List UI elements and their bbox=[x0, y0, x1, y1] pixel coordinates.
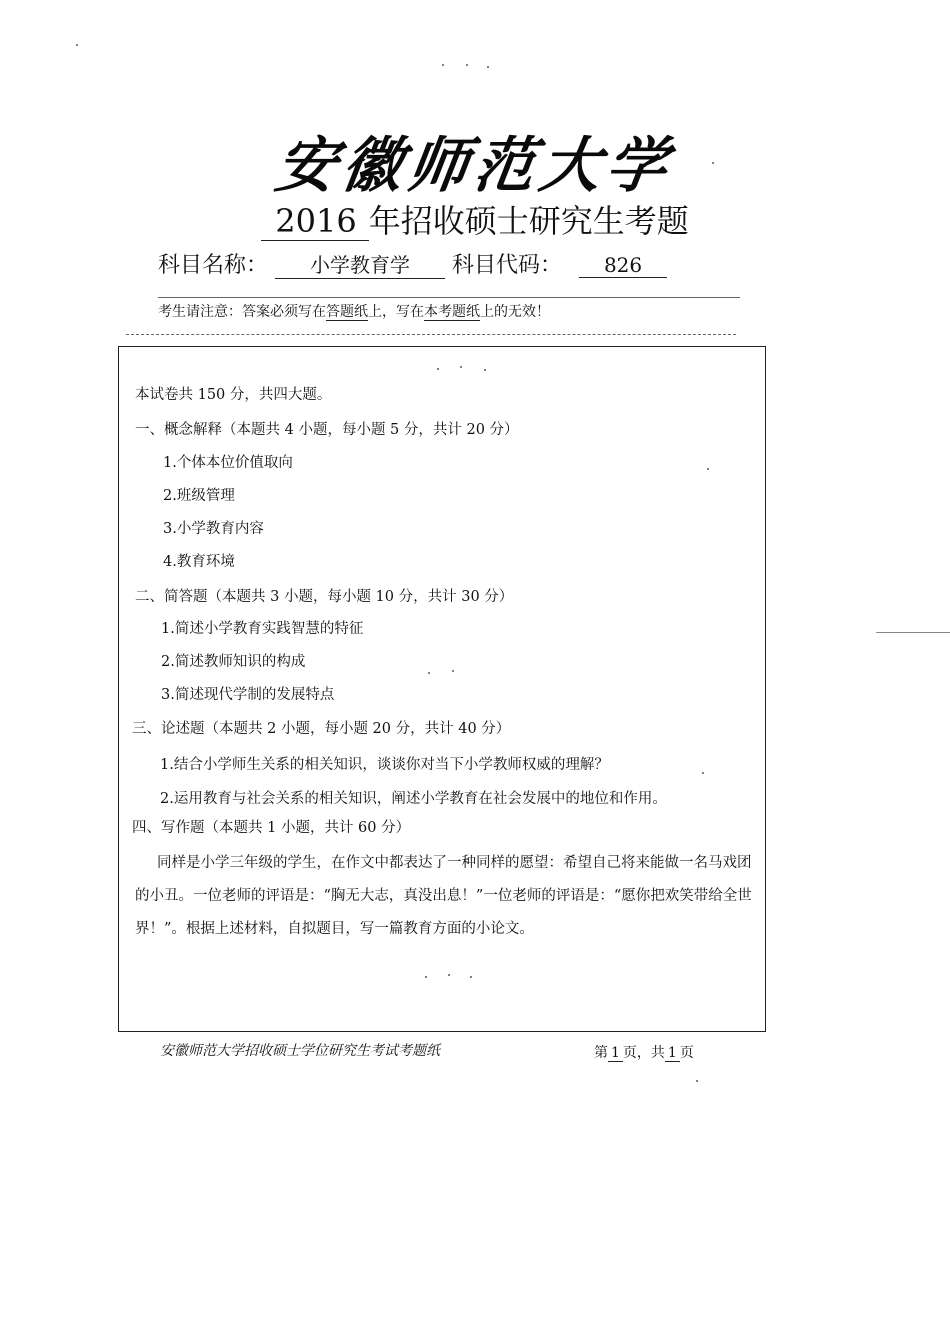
scan-speck bbox=[428, 672, 430, 674]
subject-name: 小学教育学 bbox=[275, 249, 445, 279]
section-3-item-1: 1.结合小学师生关系的相关知识，谈谈你对当下小学教师权威的理解？ bbox=[160, 757, 609, 773]
section-1-heading: 一、概念解释（本题共 4 小题，每小题 5 分，共计 20 分） bbox=[135, 422, 519, 438]
scan-speck bbox=[696, 1080, 698, 1082]
scan-speck bbox=[442, 64, 444, 66]
exam-year: 2016 bbox=[261, 202, 368, 241]
section-1-item-2: 2.班级管理 bbox=[163, 488, 235, 504]
scan-speck bbox=[452, 670, 454, 672]
scan-speck bbox=[702, 772, 704, 774]
footer-paper-label: 安徽师范大学招收硕士学位研究生考试考题纸 bbox=[160, 1043, 440, 1059]
university-logo: 安徽师范大学 bbox=[271, 131, 678, 201]
scan-speck bbox=[707, 468, 709, 470]
section-1-item-3: 3.小学教育内容 bbox=[163, 521, 264, 537]
section-3-heading: 三、论述题（本题共 2 小题，每小题 20 分，共计 40 分） bbox=[132, 721, 511, 737]
section-3-item-2: 2.运用教育与社会关系的相关知识，阐述小学教育在社会发展中的地位和作用。 bbox=[160, 791, 667, 807]
scan-speck bbox=[425, 976, 427, 978]
notice-middle: 上，写在 bbox=[368, 304, 424, 320]
scan-speck bbox=[712, 162, 714, 164]
subject-code-label: 科目代码： bbox=[452, 253, 563, 278]
section-2-item-1: 1.简述小学教育实践智慧的特征 bbox=[161, 621, 364, 637]
page-current: 1 bbox=[608, 1045, 623, 1062]
scan-speck bbox=[466, 64, 468, 66]
section-2-heading: 二、简答题（本题共 3 小题，每小题 10 分，共计 30 分） bbox=[135, 589, 514, 605]
notice-top-rule bbox=[158, 297, 740, 298]
scan-speck bbox=[460, 366, 462, 368]
subject-name-label: 科目名称： bbox=[158, 253, 269, 278]
footer-page-info bbox=[594, 1042, 694, 1062]
section-1-item-4: 4.教育环境 bbox=[163, 554, 235, 570]
notice-bottom-rule bbox=[126, 334, 736, 335]
notice-answer-sheet: 答题纸 bbox=[326, 304, 368, 320]
subject-info bbox=[158, 248, 667, 279]
exam-intro: 本试卷共 150 分，共四大题。 bbox=[135, 387, 332, 403]
scan-speck bbox=[437, 368, 439, 370]
section-1-item-1: 1.个体本位价值取向 bbox=[163, 455, 293, 471]
section-4-paragraph: 同样是小学三年级的学生，在作文中都表达了一种同样的愿望：希望自己将来能做一名马戏团的小丑。一位老师的评语是：“胸无大志，真没出息！”一位老师的评语是：“愿你把欢笑带给全世界！”。根据上述材料，自拟题目，写一篇教育方面的小论文。 bbox=[135, 855, 752, 937]
scan-speck bbox=[470, 976, 472, 978]
scan-speck bbox=[487, 66, 489, 68]
page-middle: 页，共 bbox=[622, 1045, 665, 1061]
scan-speck bbox=[484, 369, 486, 371]
notice-question-sheet: 本考题纸 bbox=[424, 304, 480, 320]
notice-prefix: 考生请注意：答案必须写在 bbox=[158, 304, 326, 320]
subject-code: 826 bbox=[579, 253, 667, 278]
exam-title-text: 年招收硕士研究生考题 bbox=[368, 202, 689, 240]
page-total: 1 bbox=[665, 1045, 680, 1062]
section-4-heading: 四、写作题（本题共 1 小题，共计 60 分） bbox=[132, 820, 411, 836]
page-suffix: 页 bbox=[679, 1045, 694, 1061]
section-2-item-2: 2.简述教师知识的构成 bbox=[161, 654, 306, 670]
notice-suffix: 上的无效！ bbox=[480, 304, 550, 320]
scan-edge-mark bbox=[876, 632, 950, 633]
section-2-item-3: 3.简述现代学制的发展特点 bbox=[161, 687, 335, 703]
exam-notice bbox=[158, 301, 550, 321]
exam-title bbox=[0, 196, 950, 242]
scan-speck bbox=[448, 974, 450, 976]
page-prefix: 第 bbox=[594, 1045, 608, 1061]
scan-speck bbox=[76, 44, 78, 46]
